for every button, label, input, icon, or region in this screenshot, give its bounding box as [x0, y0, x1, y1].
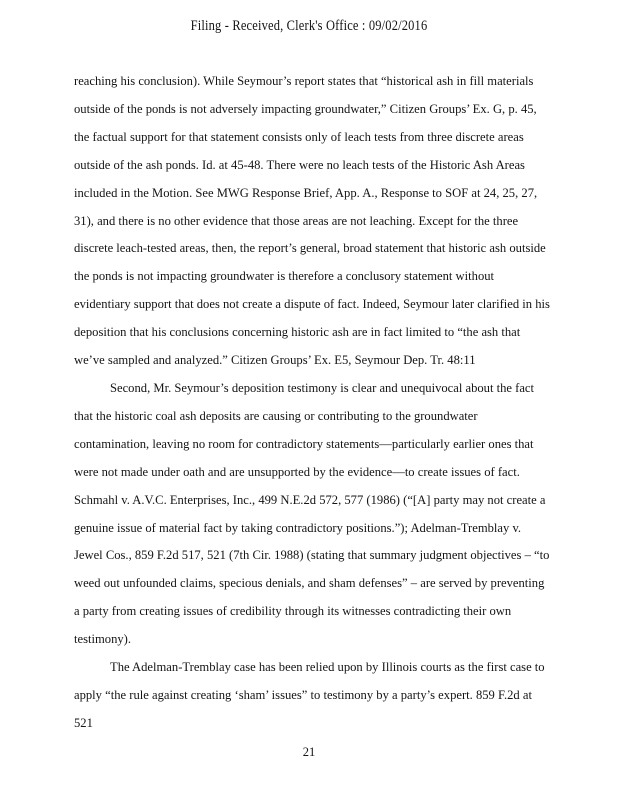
filing-header: Filing - Received, Clerk's Office : 09/02/2016	[190, 18, 428, 34]
paragraph-3: The Adelman-Tremblay case has been relied upon by Illinois courts as the first case to apply “the rule against creating ‘sham’ issues” to testimony by a party’s expert. 859 F.2d at 521	[74, 660, 545, 730]
page-number: 21	[302, 745, 316, 759]
paragraph-1: reaching his conclusion). While Seymour’s report states that “historical ash in fill materials outside of the ponds is not adversely impacting groundwater,” Citizen Groups’ Ex. G, p. 45, the factual support for that statement consists only of leach tests from three discrete areas outside of the ash ponds. Id. at 45-48. There were no leach tests of the Historic Ash Areas included in the Motion. See MWG Response Brief, App. A., Response to SOF at 24, 25, 27, 31), and there is no other evidence that those areas are not leaching. Except for the three discrete leach-tested areas, then, the report’s general, broad statement that historic ash outside the ponds is not impacting groundwater is therefore a conclusory statement without evidentiary support that does not create a dispute of fact. Indeed, Seymour later clarified in his deposition that his conclusions concerning historic ash are in fact limited to “the ash that we’ve sampled and analyzed.” Citizen Groups’ Ex. E5, Seymour Dep. Tr. 48:11	[74, 74, 550, 368]
paragraph-2: Second, Mr. Seymour’s deposition testimony is clear and unequivocal about the fact that the historic coal ash deposits are causing or contributing to the groundwater contamination, leaving no room for contradictory statements—particularly earlier ones that were not made under oath and are unsupported by the evidence—to create issues of fact. Schmahl v. A.V.C. Enterprises, Inc., 499 N.E.2d 572, 577 (1986) (“[A] party may not create a genuine issue of material fact by taking contradictory positions.”); Adelman-Tremblay v. Jewel Cos., 859 F.2d 517, 521 (7th Cir. 1988) (stating that summary judgment objectives – “to weed out unfounded claims, specious denials, and sham defenses” – are served by preventing a party from creating issues of credibility through its witnesses contradicting their own testimony).	[74, 380, 550, 647]
document-body	[74, 68, 550, 738]
